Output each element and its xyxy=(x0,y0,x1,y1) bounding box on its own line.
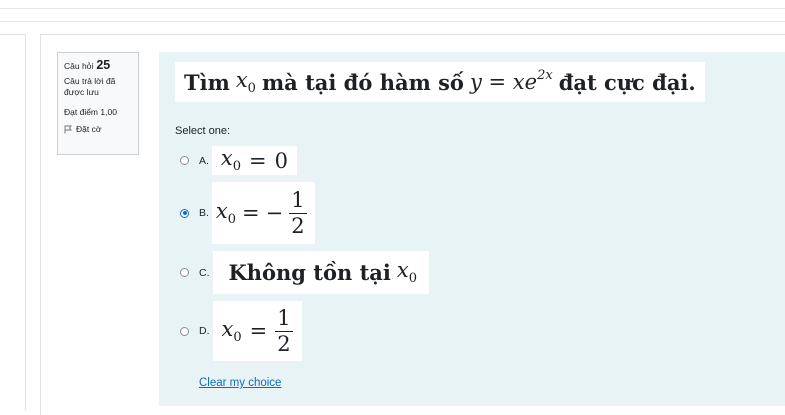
option-c-answer xyxy=(213,251,430,294)
option-d-answer xyxy=(213,301,302,361)
option-c-var xyxy=(397,258,417,286)
option-a-eq: = xyxy=(249,148,267,173)
select-prompt: Select one: xyxy=(175,125,231,137)
question-number-value: 25 xyxy=(96,58,111,72)
option-b-eq: = xyxy=(242,201,260,225)
option-b[interactable] xyxy=(180,182,315,244)
flag-question-button[interactable] xyxy=(64,124,132,135)
option-b-sub: 0 xyxy=(227,212,237,228)
top-divider-2 xyxy=(0,21,785,22)
option-a-sub: 0 xyxy=(232,159,242,175)
option-a-radio[interactable] xyxy=(180,156,189,165)
flag-icon xyxy=(64,125,72,134)
option-d[interactable] xyxy=(180,301,302,361)
equals-sign: = xyxy=(488,70,507,94)
option-c-text: Không tồn tại xyxy=(228,260,391,285)
exponent: 2x xyxy=(537,68,553,83)
option-a-x: x xyxy=(220,146,233,171)
option-d-fraction xyxy=(275,305,292,356)
option-a-var xyxy=(221,146,241,174)
option-c-radio[interactable] xyxy=(180,268,189,277)
option-c[interactable] xyxy=(180,251,429,294)
option-d-x: x xyxy=(221,316,234,341)
option-c-letter: C. xyxy=(199,266,210,279)
question-formula xyxy=(470,70,553,94)
option-a-answer xyxy=(212,146,297,175)
question-number xyxy=(64,60,132,72)
question-text-prefix: Tìm xyxy=(184,69,230,95)
option-a-letter: A. xyxy=(199,154,209,167)
option-d-letter: D. xyxy=(199,325,210,337)
option-b-sign: − xyxy=(265,201,284,225)
question-text xyxy=(175,62,705,102)
option-c-x: x xyxy=(396,258,409,283)
option-b-fraction xyxy=(289,187,306,238)
option-d-numerator: 1 xyxy=(277,305,291,330)
option-d-sub: 0 xyxy=(233,330,242,346)
var-x: x xyxy=(235,67,248,92)
flag-label: Đặt cờ xyxy=(76,124,102,134)
sub-zero: 0 xyxy=(247,81,256,97)
option-b-letter: B. xyxy=(199,207,209,219)
option-d-var xyxy=(222,317,242,345)
option-b-x: x xyxy=(215,198,228,223)
option-b-radio[interactable] xyxy=(180,209,189,218)
var-y: y xyxy=(469,70,482,94)
question-var-x0 xyxy=(236,68,256,96)
clear-choice-link[interactable]: Clear my choice xyxy=(199,377,282,389)
option-b-denominator: 2 xyxy=(291,213,305,238)
top-divider xyxy=(0,8,785,9)
option-c-sub: 0 xyxy=(408,271,417,287)
question-text-middle: mà tại đó hàm số xyxy=(261,69,464,95)
option-b-answer xyxy=(212,182,315,244)
left-panel xyxy=(0,34,26,410)
question-number-label: Câu hỏi xyxy=(64,61,94,71)
option-a-value: 0 xyxy=(274,148,289,173)
option-d-radio[interactable] xyxy=(180,327,189,336)
question-grade: Đạt điểm 1,00 xyxy=(64,107,117,117)
question-text-suffix: đạt cực đại. xyxy=(558,69,696,95)
var-xe: xe xyxy=(512,70,538,94)
option-b-numerator: 1 xyxy=(291,187,305,212)
option-d-eq: = xyxy=(249,319,268,343)
question-state: Câu trả lời đã được lưu xyxy=(64,76,116,97)
question-content xyxy=(159,52,785,406)
option-b-var xyxy=(216,199,236,227)
question-info-panel xyxy=(57,52,139,155)
option-a[interactable] xyxy=(180,146,297,175)
option-d-denominator: 2 xyxy=(277,331,291,356)
